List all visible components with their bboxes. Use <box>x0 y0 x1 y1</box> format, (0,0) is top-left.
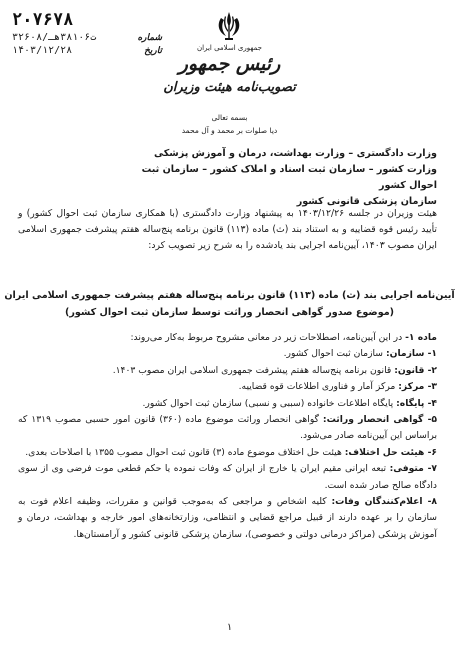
republic-name: جمهوری اسلامی ایران <box>197 44 262 52</box>
article-head: ۷- متوفی: <box>389 463 437 475</box>
article-item <box>18 346 437 362</box>
article-text: گواهی انحصار وراثت موضوع ماده (۳۶۰) قانون امور حسبی مصوب ۱۳۱۹ که براساس این آیین‌نامه صادر می‌شود. <box>18 414 437 442</box>
article-item <box>18 363 437 379</box>
article-text: در این آیین‌نامه، اصطلاحات زیر در معانی مشروح مربوط به‌کار می‌روند: <box>130 332 406 343</box>
article-head: ۶- هیئت حل اختلاف: <box>344 446 437 458</box>
article-text: کلیه اشخاص و مراجعی که به‌موجب قوانین و مقررات، وظیفه اعلام فوت به سازمان را بر عهده دارند از قبیل مراجع قضایی و انتظامی، وزارتخانه‌های امور خارجه و بهداشت، درمان و آموزش پزشکی (مراکز درمانی دولتی و خصوصی)، سازمان پزشکی قانونی کشور و آرامستان‌ها. <box>18 496 437 540</box>
iran-emblem-icon <box>214 10 244 42</box>
bylaw-title <box>0 287 459 321</box>
intro-paragraph: هیئت وزیران در جلسه ۱۴۰۳/۱۲/۲۶ به پیشنهاد وزارت دادگستری (با همکاری سازمان ثبت احوال کشور) و تأیید رئیس قوه قضاییه و به استناد بند (ث) ماده (۱۱۳) قانون برنامه پنج‌ساله هفتم پیشرفت جمهوری اسلامی ایران مصوب ۱۴۰۳، آیین‌نامه اجرایی بند یادشده را به شرح زیر تصویب کرد: <box>18 208 437 252</box>
article-item <box>18 396 437 412</box>
addressees <box>137 146 437 210</box>
salawat-line: دیا صلوات بر محمد و آل محمد <box>181 126 278 135</box>
date-value: ۱۴۰۳/۱۲/۲۸ <box>12 45 73 56</box>
addressee-line: وزارت کشور – سازمان ثبت اسناد و املاک کشور – سازمان ثبت احوال کشور <box>141 164 437 191</box>
president-heading: رئیس جمهور <box>178 53 281 75</box>
article-text: پایگاه اطلاعات خانواده (سببی و نسبی) سازمان ثبت احوال کشور. <box>142 397 397 409</box>
article-text: مرکز آمار و فناوری اطلاعات قوه قضاییه. <box>238 381 399 393</box>
bylaw-subtitle: (موضوع صدور گواهی انحصار وراثت توسط سازمان ثبت احوال کشور) <box>64 307 395 318</box>
article-item <box>18 445 437 461</box>
reference-label: شماره <box>137 33 162 43</box>
date-label: تاریخ <box>144 46 162 56</box>
article-head: ۸- اعلام‌کنندگان وفات: <box>331 496 437 508</box>
article-item <box>18 379 437 395</box>
article-head: ۴- پایگاه: <box>396 397 437 409</box>
article-text: هیئت حل اختلاف موضوع ماده (۳) قانون ثبت احوال مصوب ۱۳۵۵ با اصلاحات بعدی. <box>25 446 345 458</box>
article-item <box>18 461 437 494</box>
article-head: ۵- گواهی انحصار وراثت: <box>322 414 437 426</box>
article-text: تبعه ایرانی مقیم ایران یا خارج از ایران که وفات نموده یا حکم قطعی موت فرضی وی از سوی دادگاه صالح صادر شده است. <box>18 463 437 491</box>
bylaw-title-line: آیین‌نامه اجرایی بند (ث) ماده (۱۱۳) قانون برنامه پنج‌ساله هفتم پیشرفت جمهوری اسلامی ایران <box>4 290 455 301</box>
reference-row <box>12 32 162 43</box>
addressee-line: سازمان پزشکی قانونی کشور <box>296 196 437 207</box>
reference-value: ۳۲۶۰۸/ت۳۸۱۰۶هـ <box>12 32 97 43</box>
basmala: بسمه تعالی <box>211 113 248 122</box>
article-head: ۱- سازمان: <box>385 348 437 360</box>
registration-number: ۲۰۷۶۷۸ <box>12 10 74 30</box>
cabinet-decree-heading: تصویب‌نامه هیئت وزیران <box>163 80 296 95</box>
article-item <box>18 330 437 346</box>
article-item <box>18 494 437 543</box>
article-head: ۲- قانون: <box>394 364 437 376</box>
article-head: ۳- مرکز: <box>398 381 437 393</box>
article-head: ماده ۱- <box>405 332 437 343</box>
addressee-line: وزارت دادگستری – وزارت بهداشت، درمان و آموزش پزشکی <box>154 148 437 159</box>
article-text: قانون برنامه پنج‌ساله هفتم پیشرفت جمهوری اسلامی ایران مصوب ۱۴۰۳. <box>112 364 395 376</box>
page-number: ۱ <box>226 622 233 633</box>
article-item <box>18 412 437 445</box>
articles-list <box>18 330 437 543</box>
article-text: سازمان ثبت احوال کشور. <box>283 348 386 360</box>
